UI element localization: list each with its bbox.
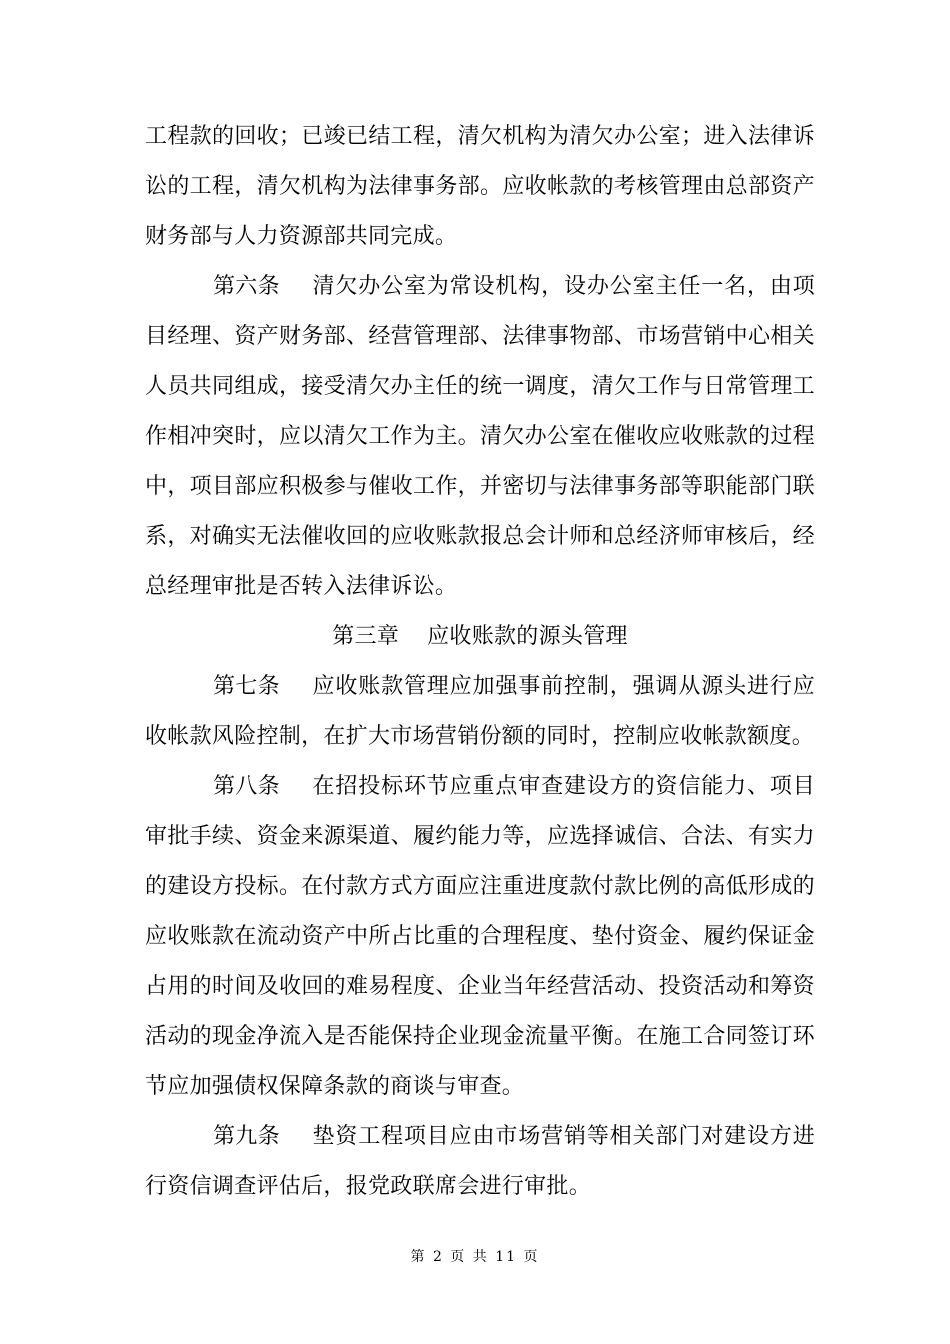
- article-number: 第八条: [213, 774, 280, 799]
- paragraph-text: 工程款的回收；已竣已结工程，清欠机构为清欠办公室；进入法律诉讼的工程，清欠机构为法律事务部。应收帐款的考核管理由总部资产财务部与人力资源部共同完成。: [145, 124, 815, 249]
- article-text: 应收账款管理应加强事前控制，强调从源头进行应收帐款风险控制，在扩大市场营销份额的同时，控制应收帐款额度。: [145, 674, 815, 749]
- article-9: [145, 1112, 815, 1212]
- page-footer: [0, 1246, 950, 1266]
- article-number: 第七条: [213, 674, 280, 699]
- article-text: 清欠办公室为常设机构，设办公室主任一名，由项目经理、资产财务部、经营管理部、法律事物部、市场营销中心相关人员共同组成，接受清欠办主任的统一调度，清欠工作与日常管理工作相冲突时，应以清欠工作为主。清欠办公室在催收应收账款的过程中，项目部应积极参与催收工作，并密切与法律事务部等职能部门联系，对确实无法催收回的应收账款报总会计师和总经济师审核后，经总经理审批是否转入法律诉讼。: [145, 274, 815, 599]
- article-number: 第九条: [213, 1124, 280, 1149]
- article-number: 第六条: [213, 274, 280, 299]
- article-text: 垫资工程项目应由市场营销等相关部门对建设方进行资信调查评估后，报党政联席会进行审批。: [145, 1124, 815, 1199]
- article-8: [145, 762, 815, 1112]
- article-text: 在招投标环节应重点审查建设方的资信能力、项目审批手续、资金来源渠道、履约能力等，应选择诚信、合法、有实力的建设方投标。在付款方式方面应注重进度款付款比例的高低形成的应收账款在流动资产中所占比重的合理程度、垫付资金、履约保证金占用的时间及收回的难易程度、企业当年经营活动、投资活动和筹资活动的现金净流入是否能保持企业现金流量平衡。在施工合同签订环节应加强债权保障条款的商谈与审查。: [145, 774, 815, 1099]
- chapter-number: 第三章: [332, 624, 400, 649]
- document-body: [145, 112, 815, 1212]
- page-number-label: 第 2 页 共 11 页: [410, 1249, 540, 1265]
- article-6: [145, 262, 815, 612]
- chapter-title: 应收账款的源头管理: [427, 624, 628, 649]
- paragraph-continuation: [145, 112, 815, 262]
- article-7: [145, 662, 815, 762]
- chapter-heading: [145, 612, 815, 662]
